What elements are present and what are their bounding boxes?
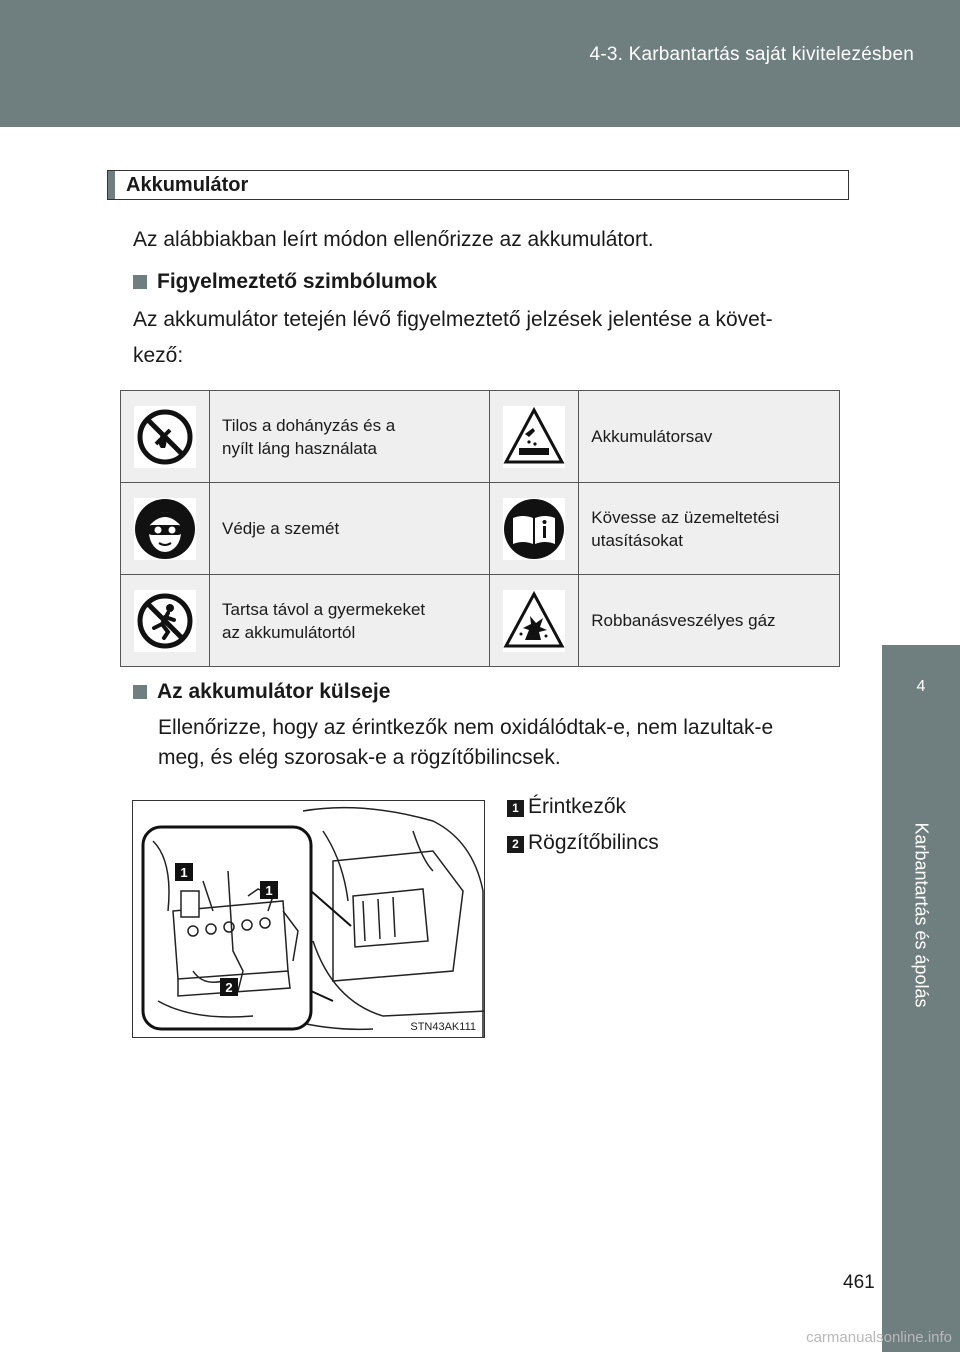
legend-label: Rögzítőbilincs	[528, 831, 659, 854]
symbol-label: utasításokat	[591, 530, 683, 550]
symbol-label: az akkumulátortól	[222, 622, 356, 642]
watermark: carmanualsonline.info	[806, 1329, 952, 1346]
explosion-icon	[503, 590, 565, 652]
battery-illustration	[132, 800, 485, 1038]
figure-code: STN43AK111	[410, 1021, 476, 1033]
exterior-heading-text: Az akkumulátor külseje	[157, 680, 391, 703]
exterior-text-line2: meg, és elég szorosak-e a rögzítőbilincsek.	[158, 746, 561, 769]
chapter-side-tab	[882, 645, 960, 1352]
svg-text:1: 1	[265, 883, 273, 898]
corrosive-icon	[503, 406, 565, 468]
callout-1-upper-left	[175, 863, 193, 881]
engine-bay-drawing	[133, 801, 485, 1038]
bullet-square-icon	[133, 685, 147, 699]
legend-number-badge: 2	[507, 836, 524, 853]
exterior-text-line1: Ellenőrizze, hogy az érintkezők nem oxidálódtak-e, nem lazultak-e	[158, 716, 774, 739]
table-row	[121, 483, 840, 575]
callout-2	[220, 978, 238, 996]
chapter-label: Karbantartás és ápolás	[911, 822, 932, 1008]
symbol-label: Kövesse az üzemeltetési	[591, 507, 780, 527]
page-number: 461	[843, 1272, 875, 1293]
no-smoking-icon	[134, 406, 196, 468]
exterior-heading	[133, 680, 390, 704]
section-title-box	[107, 170, 849, 200]
symbols-heading	[133, 270, 437, 294]
symbols-text-line1: Az akkumulátor tetején lévő figyelmeztető jelzések jelentése a követ-	[133, 308, 773, 331]
intro-text: Az alábbiakban leírt módon ellenőrizze az akkumulátort.	[133, 228, 654, 251]
legend-item-2	[507, 831, 659, 855]
warning-symbols-table	[120, 390, 840, 667]
eye-protection-icon	[134, 498, 196, 560]
legend-number-badge: 1	[507, 800, 524, 817]
symbol-label: Tilos a dohányzás és a	[222, 415, 396, 435]
header-section-title: 4-3. Karbantartás saját kivitelezésben	[589, 44, 914, 65]
manual-icon	[503, 498, 565, 560]
table-row	[121, 391, 840, 483]
symbol-label: nyílt láng használata	[222, 438, 377, 458]
symbol-label: Robbanásveszélyes gáz	[591, 611, 776, 630]
table-row	[121, 575, 840, 667]
svg-text:1: 1	[180, 865, 188, 880]
callout-1-right	[260, 881, 278, 899]
symbol-label: Akkumulátorsav	[591, 427, 713, 446]
symbol-label: Védje a szemét	[222, 519, 340, 538]
legend-label: Érintkezők	[528, 795, 627, 818]
symbols-text-line2: kező:	[133, 344, 184, 367]
chapter-number: 4	[916, 678, 926, 695]
section-title: Akkumulátor	[126, 174, 249, 196]
header-bar	[0, 0, 960, 127]
symbol-label: Tartsa távol a gyermekeket	[222, 599, 426, 619]
symbols-heading-text: Figyelmeztető szimbólumok	[157, 270, 438, 293]
legend-item-1	[507, 795, 626, 819]
bullet-square-icon	[133, 275, 147, 289]
keep-children-away-icon	[134, 590, 196, 652]
svg-text:2: 2	[225, 980, 233, 995]
